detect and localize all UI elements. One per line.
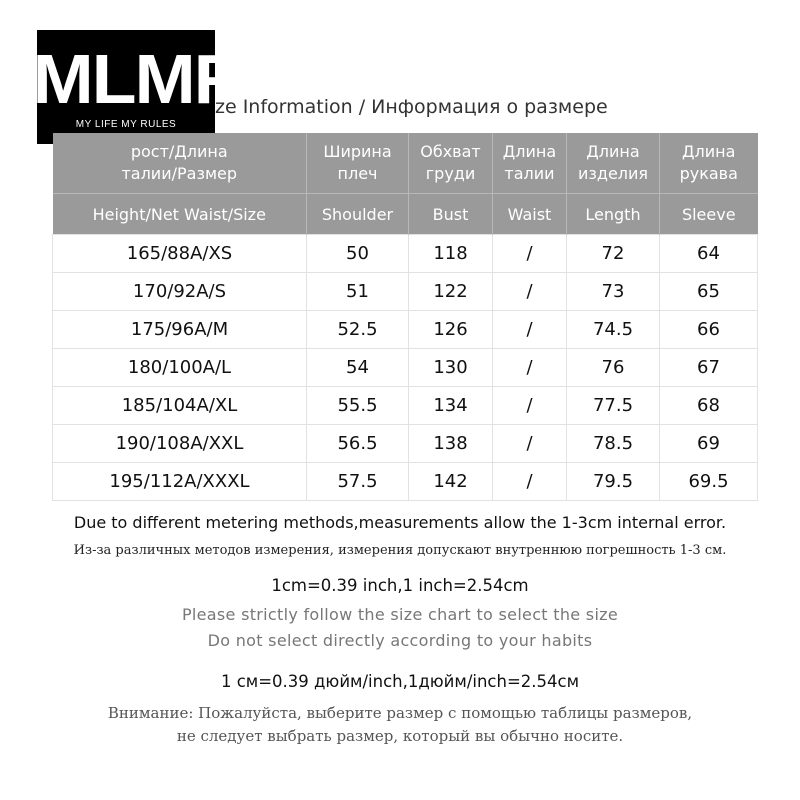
size-chart-table	[52, 133, 758, 501]
waist-cell: /	[493, 387, 567, 425]
waist-cell: /	[493, 349, 567, 387]
shoulder-cell: 50	[307, 235, 409, 273]
header-ru-length: Длина изделия	[567, 133, 660, 194]
attention-note-line-1: Внимание: Пожалуйста, выберите размер с помощью таблицы размеров,	[107, 704, 693, 722]
bust-cell: 130	[409, 349, 493, 387]
shoulder-cell: 55.5	[307, 387, 409, 425]
table-header-ru	[53, 133, 758, 194]
bust-cell: 126	[409, 311, 493, 349]
attention-note-line-2: не следует выбрать размер, который вы обычно носите.	[176, 727, 624, 745]
size-cell: 165/88A/XS	[53, 235, 307, 273]
length-cell: 77.5	[567, 387, 660, 425]
size-cell: 185/104A/XL	[53, 387, 307, 425]
sleeve-cell: 65	[660, 273, 758, 311]
header-en-size: Height/Net Waist/Size	[53, 194, 307, 235]
length-cell: 76	[567, 349, 660, 387]
brand-logo	[32, 30, 245, 144]
length-cell: 72	[567, 235, 660, 273]
header-en-sleeve: Sleeve	[660, 194, 758, 235]
shoulder-cell: 51	[307, 273, 409, 311]
bust-cell: 138	[409, 425, 493, 463]
waist-cell: /	[493, 311, 567, 349]
waist-cell: /	[493, 235, 567, 273]
header-ru-waist: Длина талии	[493, 133, 567, 194]
logo-wordmark: MLMR	[32, 40, 245, 118]
length-cell: 79.5	[567, 463, 660, 501]
sleeve-cell: 64	[660, 235, 758, 273]
shoulder-cell: 52.5	[307, 311, 409, 349]
bust-cell: 134	[409, 387, 493, 425]
shoulder-cell: 54	[307, 349, 409, 387]
header-ru-bust: Обхват груди	[409, 133, 493, 194]
sleeve-cell: 69.5	[660, 463, 758, 501]
length-cell: 73	[567, 273, 660, 311]
follow-chart-note: Please strictly follow the size chart to select the size	[181, 605, 619, 624]
sleeve-cell: 67	[660, 349, 758, 387]
sleeve-cell: 66	[660, 311, 758, 349]
logo-tagline: MY LIFE MY RULES	[75, 119, 177, 130]
waist-cell: /	[493, 425, 567, 463]
waist-cell: /	[493, 273, 567, 311]
table-row	[53, 425, 758, 463]
header-en-shoulder: Shoulder	[307, 194, 409, 235]
habits-note: Do not select directly according to your habits	[207, 631, 593, 650]
bust-cell: 118	[409, 235, 493, 273]
unit-conversion-en: 1cm=0.39 inch,1 inch=2.54cm	[271, 576, 529, 595]
header-en-waist: Waist	[493, 194, 567, 235]
table-row	[53, 463, 758, 501]
length-cell: 74.5	[567, 311, 660, 349]
bust-cell: 122	[409, 273, 493, 311]
shoulder-cell: 56.5	[307, 425, 409, 463]
table-row	[53, 349, 758, 387]
size-cell: 180/100A/L	[53, 349, 307, 387]
shoulder-cell: 57.5	[307, 463, 409, 501]
table-header-en	[53, 194, 758, 235]
header-ru-shoulder: Ширина плеч	[307, 133, 409, 194]
page-title: ze Information / Информация о размере	[215, 96, 608, 118]
sleeve-cell: 68	[660, 387, 758, 425]
size-cell: 190/108A/XXL	[53, 425, 307, 463]
sleeve-cell: 69	[660, 425, 758, 463]
table-row	[53, 273, 758, 311]
error-note-en: Due to different metering methods,measurements allow the 1-3cm internal error.	[73, 513, 727, 532]
size-cell: 175/96A/M	[53, 311, 307, 349]
unit-conversion-ru: 1 см=0.39 дюйм/inch,1дюйм/inch=2.54см	[220, 672, 580, 691]
header-en-length: Length	[567, 194, 660, 235]
error-note-ru: Из-за различных методов измерения, измерения допускают внутреннюю погрешность 1-3 см.	[73, 543, 727, 558]
table-row	[53, 235, 758, 273]
header-en-bust: Bust	[409, 194, 493, 235]
table-row	[53, 387, 758, 425]
header-ru-sleeve: Длина рукава	[660, 133, 758, 194]
size-cell: 170/92A/S	[53, 273, 307, 311]
size-cell: 195/112A/XXXL	[53, 463, 307, 501]
waist-cell: /	[493, 463, 567, 501]
header-ru-size: рост/Длина талии/Размер	[53, 133, 307, 194]
table-row	[53, 311, 758, 349]
length-cell: 78.5	[567, 425, 660, 463]
bust-cell: 142	[409, 463, 493, 501]
